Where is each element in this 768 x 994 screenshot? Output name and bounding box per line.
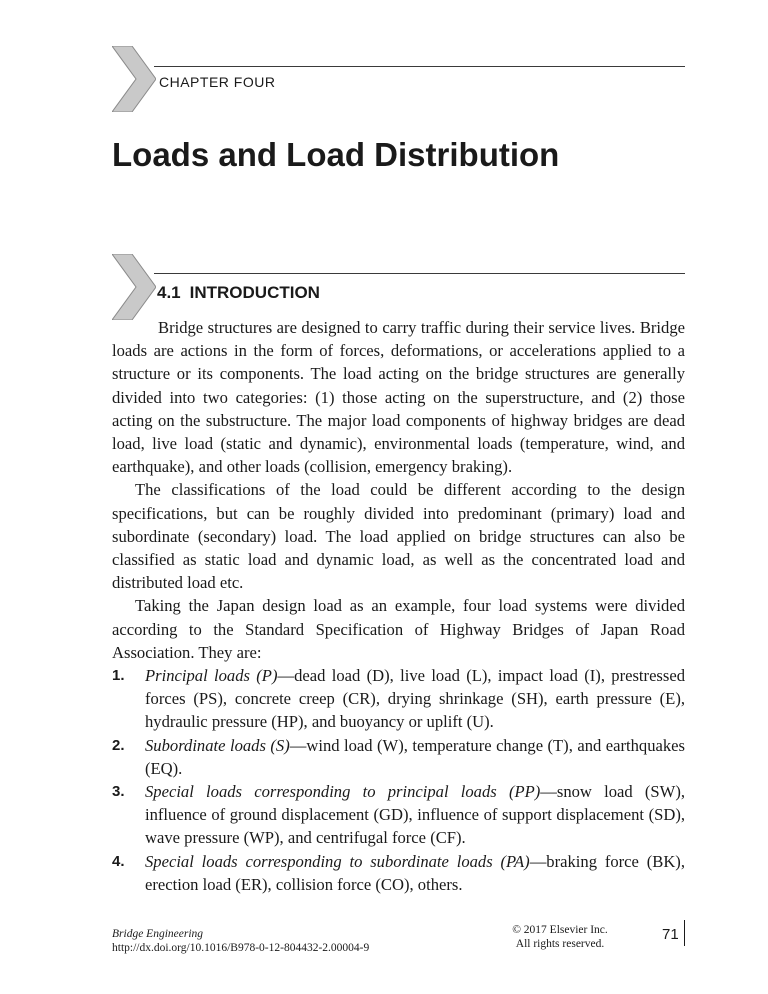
doi-link[interactable]: http://dx.doi.org/10.1016/B978-0-12-804432-2.00004-9 <box>112 942 370 954</box>
chapter-title: Loads and Load Distribution <box>112 136 560 173</box>
list-number: 4. <box>112 852 125 870</box>
paragraph: Taking the Japan design load as an example, four load systems were divided according to the Standard Specification of Highway Bridges of Japan Road Association. They are: <box>112 596 685 662</box>
rights-text: All rights reserved. <box>515 938 605 950</box>
section-rule <box>154 273 685 274</box>
copyright-text: © 2017 Elsevier Inc. <box>512 924 608 936</box>
section-number: 4.1 <box>157 283 181 302</box>
load-category: Special loads corresponding to subordinate loads (PA) <box>145 851 530 871</box>
load-items: —dead load (D), live load (L), impact load (I), prestressed forces (PS), concrete creep (CR), drying shrinkage (SH), earth pressure (E), hydraulic pressure (HP), and buoyancy or uplift (U). <box>145 666 686 732</box>
load-category: Special loads corresponding to principal loads (PP) <box>145 782 541 802</box>
page-number-rule <box>684 920 685 946</box>
load-items: —braking force (BK), erection load (ER), collision force (CO), others. <box>145 851 685 894</box>
list-item <box>112 734 685 780</box>
section-chevron-icon <box>112 254 156 320</box>
list-number: 2. <box>112 736 125 754</box>
section-heading <box>157 283 320 303</box>
load-systems-list <box>112 664 685 896</box>
paragraph: Bridge structures are designed to carry traffic during their service lives. Bridge loads are actions in the form of forces, deformations, or accelerations applied to a structure or its components. The load acting on the bridge structures are generally divided into two categories: (1) those acting on the superstructure, and (2) those acting on the substructure. The major load components of highway bridges are dead load, live load (static and dynamic), environmental loads (temperature, wind, and earthquake), and other loads (collision, emergency braking). <box>112 318 685 477</box>
section-title: INTRODUCTION <box>189 283 320 302</box>
chapter-rule <box>154 66 685 67</box>
list-item <box>112 850 685 896</box>
load-items: —snow load (SW), influence of ground displacement (GD), influence of support displacement (SD), wave pressure (WP), and centrifugal force (CF). <box>145 782 685 848</box>
chapter-label: CHAPTER FOUR <box>159 74 276 90</box>
paragraph: The classifications of the load could be different according to the design specifications, but can be roughly divided into predominant (primary) load and subordinate (secondary) load. The load applied on bridge structures can also be classified as static load and dynamic load, as well as the concentrated load and distributed load etc. <box>112 480 685 593</box>
list-number: 3. <box>112 783 125 801</box>
list-number: 1. <box>112 667 125 685</box>
list-item <box>112 664 685 734</box>
load-items: —wind load (W), temperature change (T), and earthquakes (EQ). <box>145 735 685 778</box>
list-item <box>112 780 685 850</box>
page-number: 71 <box>662 926 679 943</box>
footer-citation <box>112 927 369 955</box>
footer-copyright <box>480 923 640 951</box>
load-category: Principal loads (P) <box>145 666 278 686</box>
book-title: Bridge Engineering <box>112 928 204 940</box>
load-category: Subordinate loads (S) <box>145 735 290 755</box>
chapter-chevron-icon <box>112 46 156 112</box>
body-text <box>112 316 685 896</box>
